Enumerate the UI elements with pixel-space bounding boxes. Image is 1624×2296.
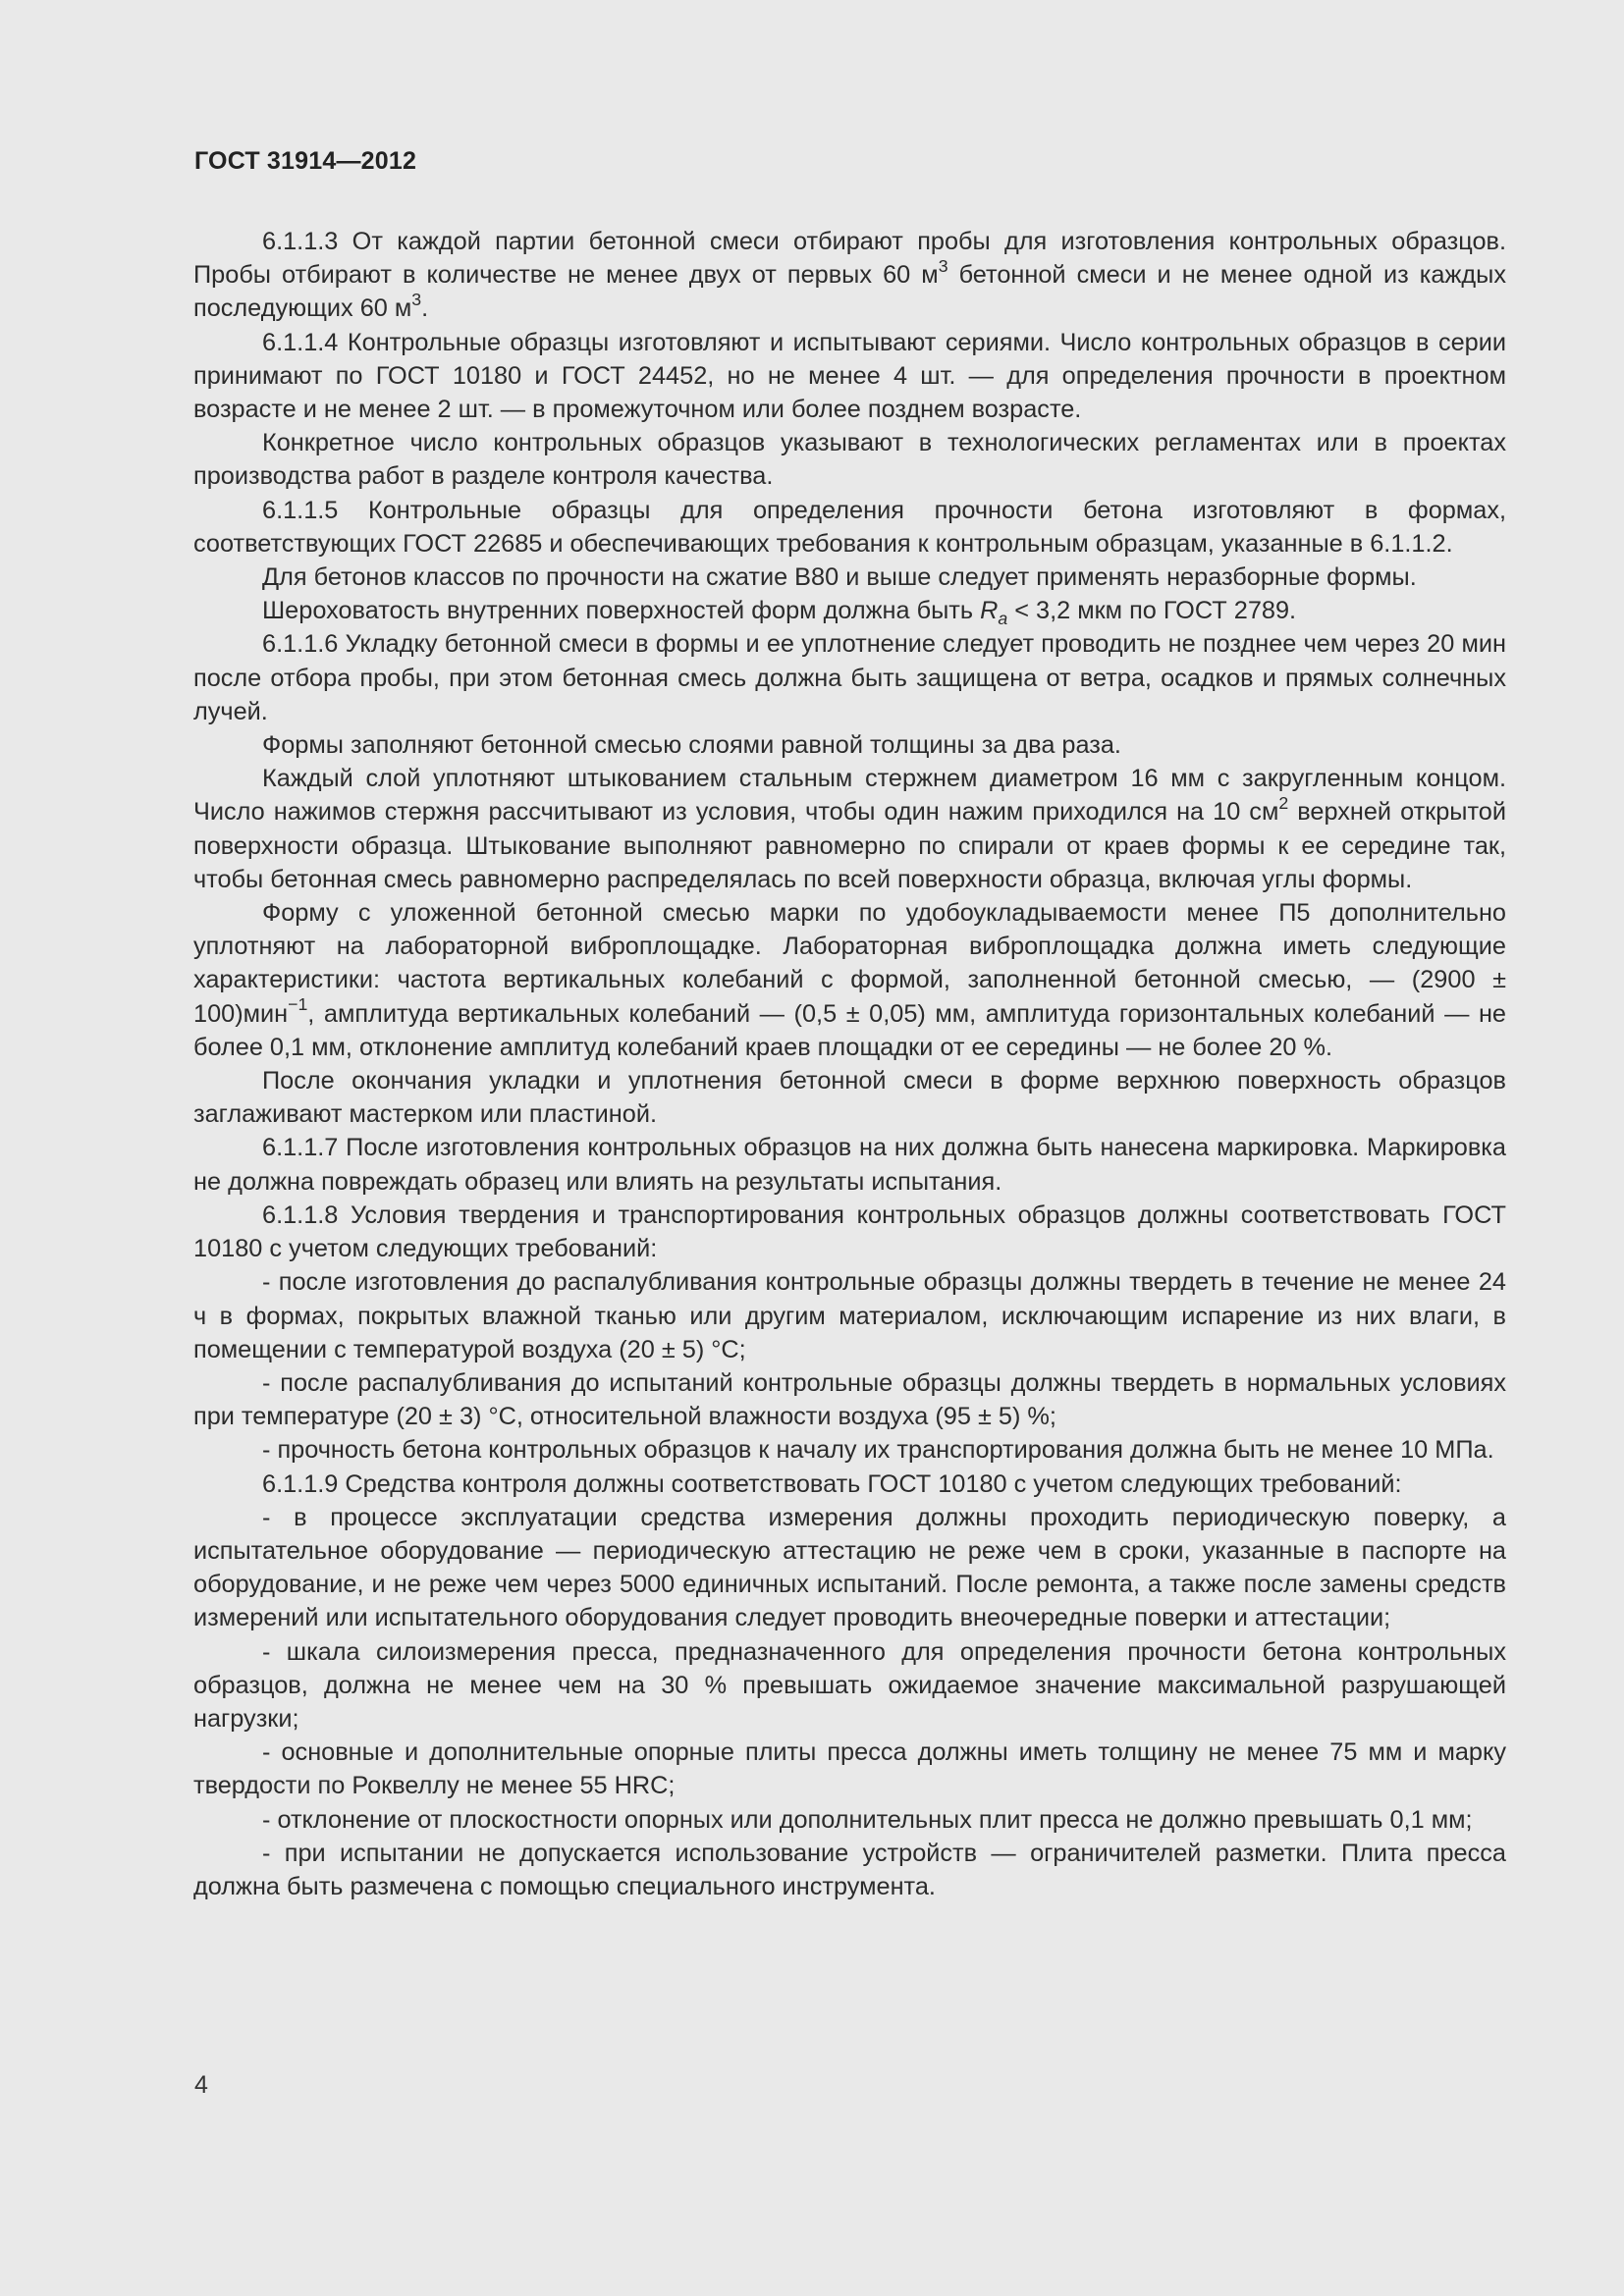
paragraph-6-1-1-7: 6.1.1.7 После изготовления контрольных образцов на них должна быть нанесена маркировка. Маркировка не должна повреждать образец или влиять на результаты испытания.: [193, 1134, 1506, 1196]
list-item: - шкала силоизмерения пресса, предназначенного для определения прочности бетона контрольных образцов, должна не менее чем на 30 % превышать ожидаемое значение максимальной разрушающей нагрузки;: [193, 1637, 1506, 1733]
paragraph-6-1-1-8: 6.1.1.8 Условия твердения и транспортирования контрольных образцов должны соответствовать ГОСТ 10180 с учетом следующих требований:: [193, 1201, 1506, 1263]
list-item: - после распалубливания до испытаний контрольные образцы должны твердеть в нормальных условиях при температуре (20 ± 3) °С, относительной влажности воздуха (95 ± 5) %;: [193, 1368, 1506, 1431]
list-item: - отклонение от плоскостности опорных или дополнительных плит пресса не должно превышать 0,1 мм;: [262, 1805, 1473, 1834]
list-item: - при испытании не допускается использование устройств — ограничителей разметки. Плита пресса должна быть размечена с помощью специального инструмента.: [193, 1839, 1506, 1900]
page-number: 4: [194, 2071, 208, 2099]
list-item: - прочность бетона контрольных образцов к началу их транспортирования должна быть не менее 10 МПа.: [262, 1436, 1494, 1465]
list-item: - в процессе эксплуатации средства измерения должны проходить периодическую поверку, а испытательное оборудование — периодическую аттестацию не реже чем в сроки, указанные в паспорте на оборудование, и не реже чем через 5000 единичных испытаний. После ремонта, а также после замены средств измерений или испытательного оборудования следует проводить внеочередные поверки и аттестации;: [193, 1503, 1506, 1632]
paragraph-6-1-1-5: 6.1.1.5 Контрольные образцы для определения прочности бетона изготовляют в формах, соответствующих ГОСТ 22685 и обеспечивающих требования к контрольным образцам, указанные в 6.1.1.2.: [193, 496, 1506, 558]
paragraph: Для бетонов классов по прочности на сжатие В80 и выше следует применять неразборные формы.: [262, 563, 1417, 592]
paragraph-6-1-1-4: 6.1.1.4 Контрольные образцы изготовляют и испытывают сериями. Число контрольных образцов в серии принимают по ГОСТ 10180 и ГОСТ 24452, но не менее 4 шт. — для определения прочности в проектном возрасте и не менее 2 шт. — в промежуточном или более позднем возрасте.: [193, 328, 1506, 424]
paragraph-roughness: Шероховатость внутренних поверхностей форм должна быть $R_a < 3,2$ мкм по ГОСТ 2789.: [262, 597, 1297, 629]
document-header: ГОСТ 31914—2012: [194, 147, 417, 175]
paragraph-tamping: Каждый слой уплотняют штыкованием стальным стержнем диаметром 16 мм с закругленным концом. Число нажимов стержня рассчитывают из условия, чтобы один нажим приходился на 10 $см^2$ верхней открытой поверхности образца. Штыкование выполняют равномерно по спирали от краев формы к ее середине так, чтобы бетонная смесь равномерно распределялась по всей поверхности образца, включая углы формы.: [193, 765, 1506, 893]
document-body: [193, 225, 1506, 1903]
paragraph-6-1-1-9: 6.1.1.9 Средства контроля должны соответствовать ГОСТ 10180 с учетом следующих требований:: [262, 1469, 1402, 1498]
paragraph-vibration: Форму с уложенной бетонной смесью марки по удобоукладываемости менее П5 дополнительно уплотняют на лабораторной виброплощадке. Лабораторная виброплощадка должна иметь следующие характеристики: частота вертикальных колебаний с формой, заполненной бетонной смесью, — (2900 ± 100)мин$^{-1}$, амплитуда вертикальных колебаний — (0,5 ± 0,05) мм, амплитуда горизонтальных колебаний — не более 0,1 мм, отклонение амплитуд колебаний краев площадки от ее середины — не более 20 %.: [193, 899, 1506, 1061]
paragraph: После окончания укладки и уплотнения бетонной смеси в форме верхнюю поверхность образцов заглаживают мастерком или пластиной.: [193, 1067, 1506, 1129]
list-item: - после изготовления до распалубливания контрольные образцы должны твердеть в течение не менее 24 ч в формах, покрытых влажной тканью или другим материалом, исключающим испарение из них влаги, в помещении с температурой воздуха (20 ± 5) °С;: [193, 1268, 1506, 1363]
paragraph: Формы заполняют бетонной смесью слоями равной толщины за два раза.: [262, 731, 1121, 760]
paragraph-6-1-1-3: 6.1.1.3 От каждой партии бетонной смеси отбирают пробы для изготовления контрольных образцов. Пробы отбирают в количестве не менее двух от первых 60 $м^3$ бетонной смеси и не менее одной из каждых последующих 60 $м^3$.: [193, 228, 1506, 323]
paragraph-6-1-1-6: 6.1.1.6 Укладку бетонной смеси в формы и ее уплотнение следует проводить не позднее чем через 20 мин после отбора пробы, при этом бетонная смесь должна быть защищена от ветра, осадков и прямых солнечных лучей.: [193, 630, 1506, 725]
list-item: - основные и дополнительные опорные плиты пресса должны иметь толщину не менее 75 мм и марку твердости по Роквеллу не менее 55 HRC;: [193, 1738, 1506, 1800]
paragraph: Конкретное число контрольных образцов указывают в технологических регламентах или в проектах производства работ в разделе контроля качества.: [193, 429, 1506, 491]
